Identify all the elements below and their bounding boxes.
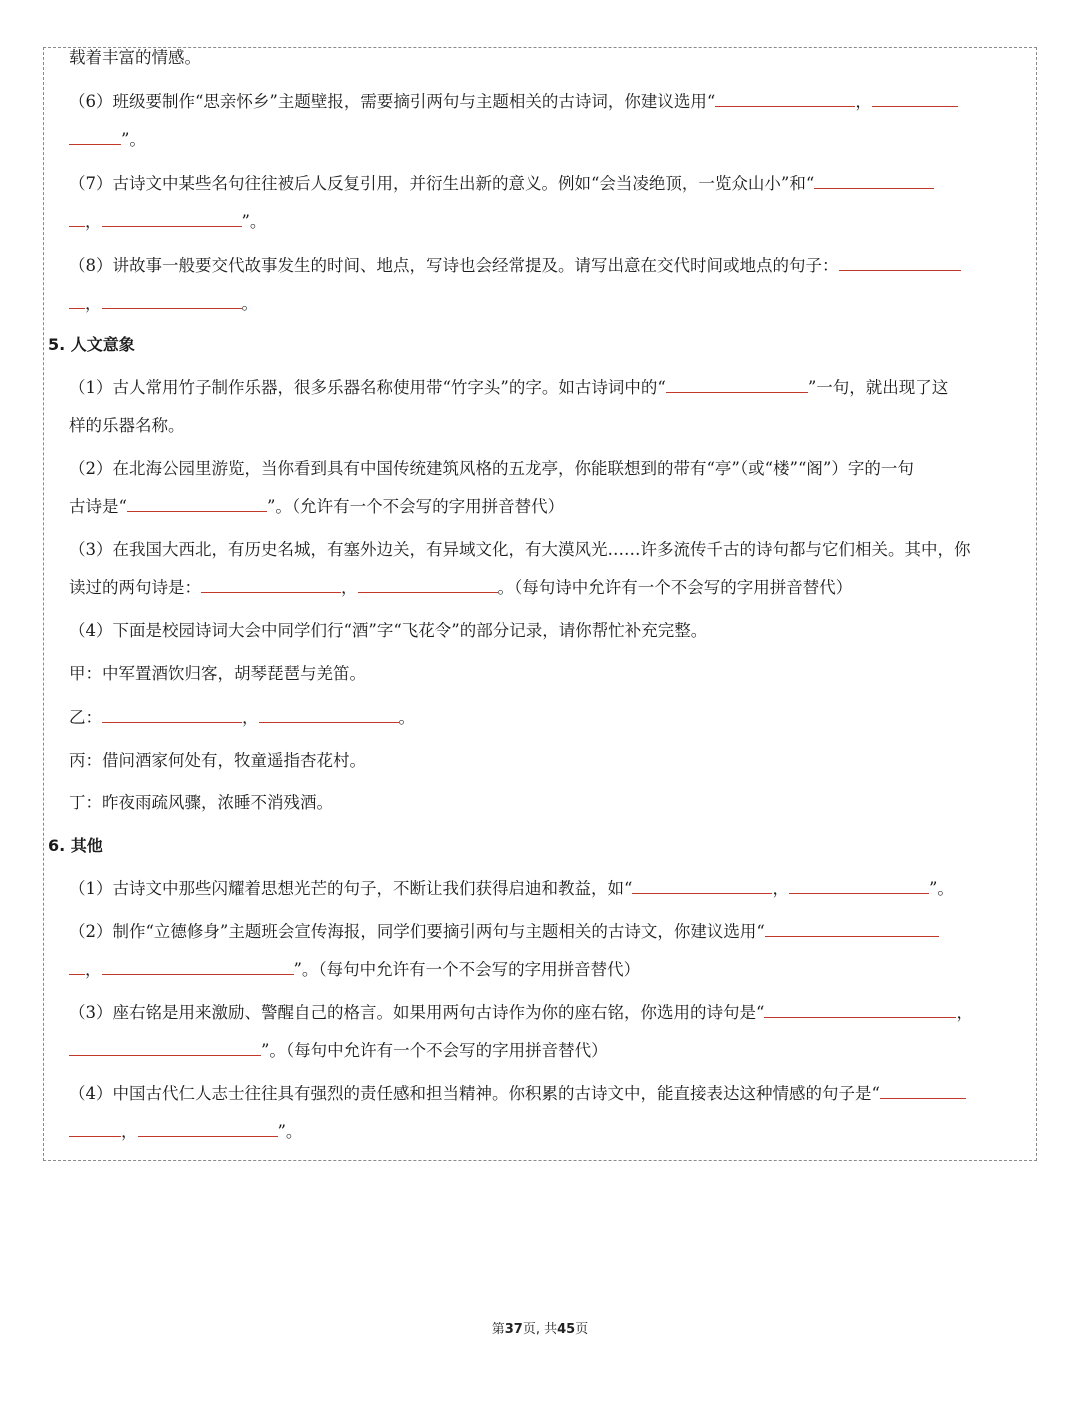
q5-4-jia: 甲：中军置酒饮归客，胡琴琵琶与羌笛。 <box>69 664 366 683</box>
q5-3-line1: （3）在我国大西北，有历史名城，有塞外边关，有异域文化，有大漠风光……许多流传千古的诗句都与它们相关。其中，你 <box>69 540 971 559</box>
q5-1-line2: 样的乐器名称。 <box>69 416 185 435</box>
answer-blank[interactable] <box>69 960 85 975</box>
q4-8-line2: ， 。 <box>69 292 258 316</box>
answer-blank[interactable] <box>69 130 121 145</box>
q5-4-ding: 丁：昨夜雨疏风骤，浓睡不消残酒。 <box>69 793 333 812</box>
page-number: 第37页, 共45页 <box>491 1322 589 1337</box>
answer-blank[interactable] <box>632 879 772 894</box>
q6-3-line2: ”。（每句中允许有一个不会写的字用拼音替代） <box>69 1039 608 1063</box>
q5-1-line1: （1）古人常用竹子制作乐器，很多乐器名称使用带“竹字头”的字。如古诗词中的“ ”一句，就出现了这 <box>69 378 949 397</box>
q4-continuation: 载着丰富的情感。 <box>69 48 201 67</box>
answer-blank[interactable] <box>69 294 85 309</box>
q4-6-line1: （6）班级要制作“思亲怀乡”主题壁报，需要摘引两句与主题相关的古诗词，你建议选用“ ， <box>69 90 958 114</box>
q4-6-line2: ”。 <box>69 128 146 152</box>
answer-blank[interactable] <box>69 212 85 227</box>
answer-blank[interactable] <box>69 1122 121 1137</box>
answer-blank[interactable] <box>102 960 294 975</box>
q5-2-line2: 古诗是“ ”。（允许有一个不会写的字用拼音替代） <box>69 497 565 516</box>
q5-3-line2: 读过的两句诗是： ， 。（每句诗中允许有一个不会写的字用拼音替代） <box>69 578 853 597</box>
answer-blank[interactable] <box>102 294 242 309</box>
q4-8-line1: （8）讲故事一般要交代故事发生的时间、地点，写诗也会经常提及。请写出意在交代时间或地点的句子： <box>69 254 961 278</box>
q6-1-line1: （1）古诗文中那些闪耀着思想光芒的句子，不断让我们获得启迪和教益，如“ ， ”。 <box>69 879 954 898</box>
answer-blank[interactable] <box>666 378 808 393</box>
answer-blank[interactable] <box>102 212 242 227</box>
answer-blank[interactable] <box>358 578 498 593</box>
answer-blank[interactable] <box>764 1003 956 1018</box>
answer-blank[interactable] <box>872 92 958 107</box>
answer-blank[interactable] <box>127 497 267 512</box>
q5-4-bing: 丙：借问酒家何处有，牧童遥指杏花村。 <box>69 751 366 770</box>
answer-blank[interactable] <box>138 1122 278 1137</box>
q5-2-line1: （2）在北海公园里游览，当你看到具有中国传统建筑风格的五龙亭，你能联想到的带有“亭”（或“楼”“阁”）字的一句 <box>69 459 914 478</box>
q4-7-line1: （7）古诗文中某些名句往往被后人反复引用，并衍生出新的意义。例如“会当凌绝顶，一览众山小”和“ <box>69 172 934 196</box>
answer-blank[interactable] <box>715 92 855 107</box>
q6-4-line2: ， ”。 <box>69 1120 302 1144</box>
q4-7-line2: ， ”。 <box>69 210 266 234</box>
q6-2-line2: ， ”。（每句中允许有一个不会写的字用拼音替代） <box>69 958 640 982</box>
answer-blank[interactable] <box>789 879 929 894</box>
answer-blank[interactable] <box>201 578 341 593</box>
section-5-title: 5. 人文意象 <box>48 335 135 354</box>
q5-4-line1: （4）下面是校园诗词大会中同学们行“酒”字“飞花令”的部分记录，请你帮忙补充完整。 <box>69 621 708 640</box>
q6-4-line1: （4）中国古代仁人志士往往具有强烈的责任感和担当精神。你积累的古诗文中，能直接表达这种情感的句子是“ <box>69 1082 966 1106</box>
answer-blank[interactable] <box>259 708 399 723</box>
q6-3-line1: （3）座右铭是用来激励、警醒自己的格言。如果用两句古诗作为你的座右铭，你选用的诗句是“ ， <box>69 1003 973 1022</box>
answer-blank[interactable] <box>69 1041 261 1056</box>
section-6-title: 6. 其他 <box>48 836 103 855</box>
answer-blank[interactable] <box>102 708 242 723</box>
answer-blank[interactable] <box>839 256 961 271</box>
answer-blank[interactable] <box>880 1084 966 1099</box>
q6-2-line1: （2）制作“立德修身”主题班会宣传海报，同学们要摘引两句与主题相关的古诗文，你建议选用“ <box>69 920 939 944</box>
answer-blank[interactable] <box>814 174 934 189</box>
q5-4-yi: 乙： ， 。 <box>69 708 415 727</box>
answer-blank[interactable] <box>765 922 939 937</box>
